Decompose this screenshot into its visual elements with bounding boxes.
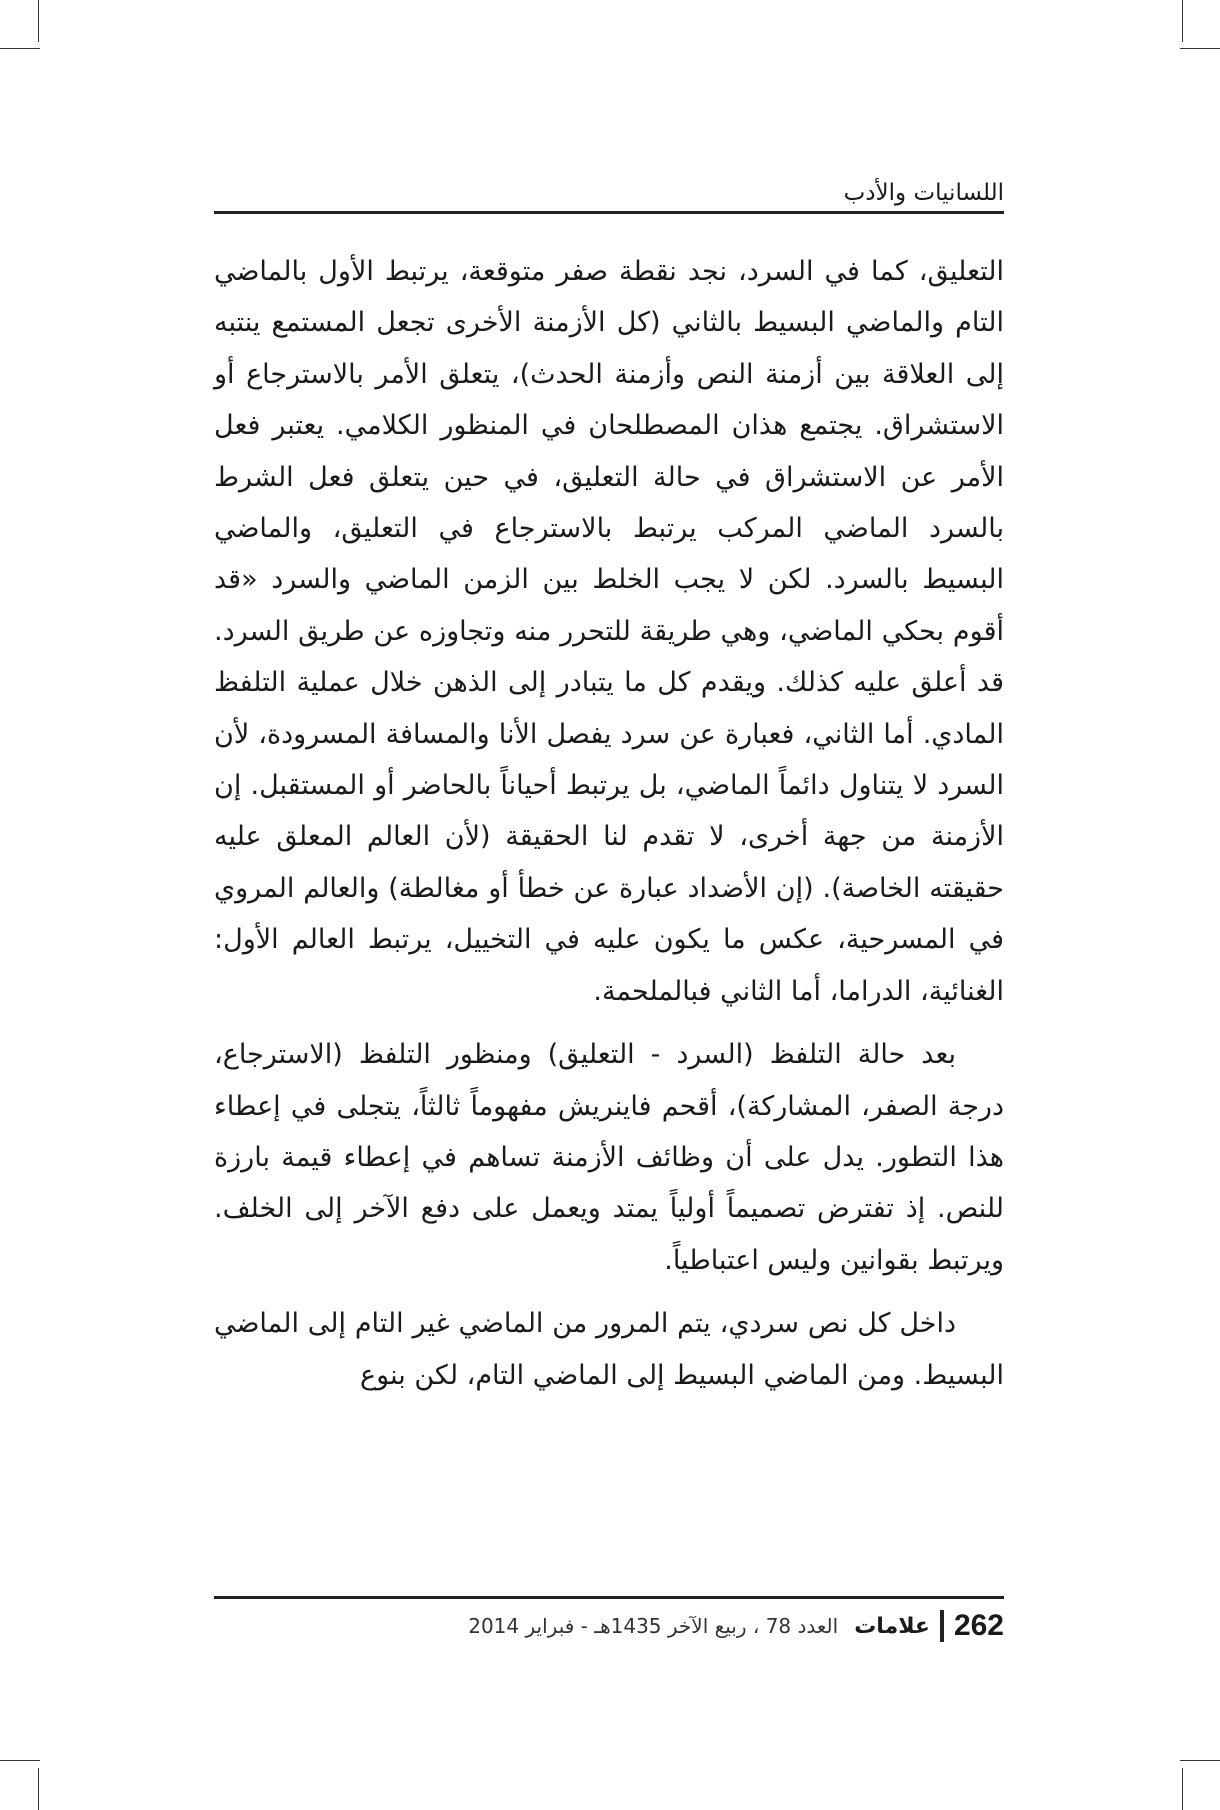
crop-mark-top-right — [1180, 48, 1220, 49]
paragraph-3: داخل كل نص سردي، يتم المرور من الماضي غير التام إلى الماضي البسيط. ومن الماضي البسيط إلى الماضي التام، لكن بنوع — [214, 1308, 1004, 1391]
crop-mark-top-left — [0, 48, 40, 49]
crop-mark-bottom-right — [1180, 1760, 1220, 1761]
running-head: اللسانيات والأدب — [843, 180, 1004, 206]
issue-info: العدد 78 ، ربيع الآخر 1435هـ - فبراير 2014 — [468, 1614, 839, 1638]
journal-name: علامات — [854, 1613, 930, 1639]
crop-mark-top-right — [1182, 0, 1183, 42]
crop-mark-top-left — [38, 0, 39, 42]
crop-mark-bottom-right — [1182, 1768, 1183, 1810]
footer-separator — [940, 1610, 944, 1642]
body-text — [214, 246, 1004, 1401]
crop-mark-bottom-left — [38, 1768, 39, 1810]
header-rule — [214, 211, 1004, 214]
paragraph-2: بعد حالة التلفظ (السرد - التعليق) ومنظور التلفظ (الاسترجاع، درجة الصفر، المشاركة)، أقحم فاينريش مفهوماً ثالثاً، يتجلى في إعطاء هذا التطور. يدل على أن وظائف الأزمنة تساهم في إعطاء قيمة بارزة للنص. إذ تفترض تصميماً أولياً يمتد ويعمل على دفع الآخر إلى الخلف. ويرتبط بقوانين وليس اعتباطياً. — [214, 1039, 1004, 1276]
page-footer — [214, 1604, 1004, 1648]
page-number: 262 — [953, 1609, 1004, 1642]
paragraph-1: التعليق، كما في السرد، نجد نقطة صفر متوقعة، يرتبط الأول بالماضي التام والماضي البسيط بالثاني (كل الأزمنة الأخرى تجعل المستمع ينتبه إلى العلاقة بين أزمنة النص وأزمنة الحدث)، يتعلق الأمر بالاسترجاع أو الاستشراق. يجتمع هذان المصطلحان في المنظور الكلامي. يعتبر فعل الأمر عن الاستشراق في حالة التعليق، في حين يتعلق فعل الشرط بالسرد الماضي المركب يرتبط بالاسترجاع في التعليق، والماضي البسيط بالسرد. لكن لا يجب الخلط بين الزمن الماضي والسرد «قد أقوم بحكي الماضي، وهي طريقة للتحرر منه وتجاوزه عن طريق السرد. قد أعلق عليه كذلك. ويقدم كل ما يتبادر إلى الذهن خلال عملية التلفظ المادي. أما الثاني، فعبارة عن سرد يفصل الأنا والمسافة المسرودة، لأن السرد لا يتناول دائماً الماضي، بل يرتبط أحياناً بالحاضر أو المستقبل. إن الأزمنة من جهة أخرى، لا تقدم لنا الحقيقة (لأن العالم المعلق عليه حقيقته الخاصة). (إن الأضداد عبارة عن خطأ أو مغالطة) والعالم المروي في المسرحية، عكس ما يكون عليه في التخييل، يرتبط العالم الأول: الغنائية، الدراما، أما الثاني فبالملحمة. — [214, 256, 1004, 1007]
footer-rule — [214, 1596, 1004, 1599]
crop-mark-bottom-left — [0, 1760, 40, 1761]
